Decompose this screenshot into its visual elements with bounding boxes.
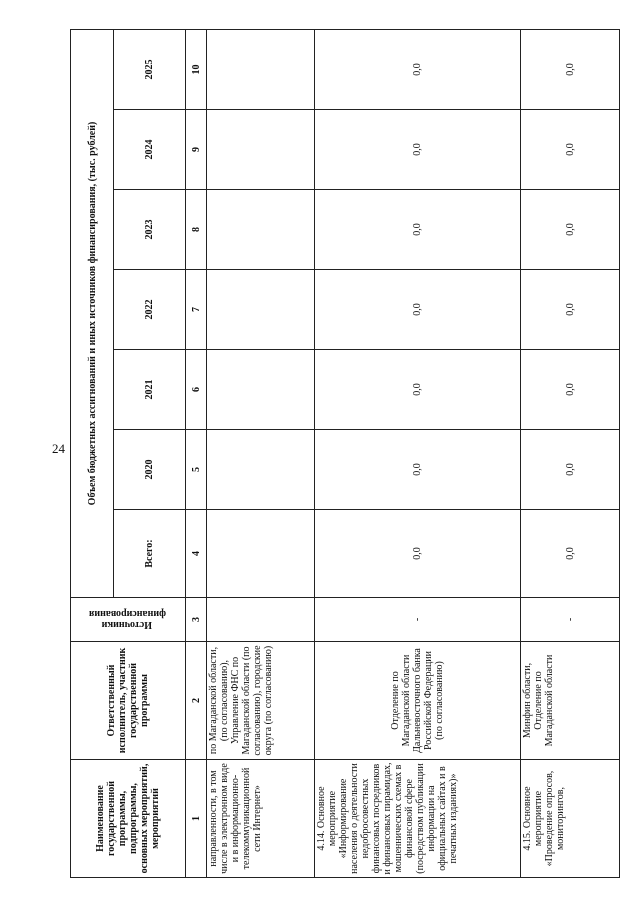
column-number: 8 <box>186 190 207 270</box>
column-number: 5 <box>186 430 207 510</box>
column-number: 6 <box>186 350 207 430</box>
header-year: 2022 <box>114 270 186 350</box>
page-number: 24 <box>52 441 65 456</box>
column-number: 4 <box>186 510 207 598</box>
row-value: 0,0 <box>521 110 620 190</box>
row-source <box>207 598 315 642</box>
row-name: направленности, в том числе в электронном виде и в информационно-телекоммуникационной сети Интернет» <box>207 760 315 878</box>
header-total: Всего: <box>114 510 186 598</box>
row-name: 4.15. Основное мероприятие «Проведение опросов, мониторингов, <box>521 760 620 878</box>
header-executor: Ответственный исполнитель, участник государственной программы <box>71 642 186 760</box>
row-value: 0,0 <box>521 190 620 270</box>
column-number: 9 <box>186 110 207 190</box>
row-executor: Отделение по Магаданской области Дальневосточного банка Российской Федерации (по согласованию) <box>315 642 521 760</box>
row-value: 0,0 <box>315 110 521 190</box>
row-executor: Минфин области, Отделение по Магаданской области <box>521 642 620 760</box>
financing-table <box>70 29 620 878</box>
row-value <box>207 350 315 430</box>
row-value: 0,0 <box>315 29 521 109</box>
row-source: - <box>521 598 620 642</box>
column-number-row <box>186 29 207 877</box>
row-value: 0,0 <box>521 350 620 430</box>
table-row <box>521 29 620 877</box>
row-name: 4.14. Основное мероприятие «Информирование населения о деятельности недобросовестных финансовых посредников и финансовых пирамидах, мошеннических схемах в финансовой сфере (посредством публикации информации на официальных сайтах и в печатных изданиях)» <box>315 760 521 878</box>
row-value: 0,0 <box>521 29 620 109</box>
row-executor: по Магаданской области, (по согласованию), Управление ФНС по Магаданской области (по согласованию), городские округа (по согласованию) <box>207 642 315 760</box>
table-row <box>315 29 521 877</box>
header-name: Наименование государственной программы, подпрограммы, основных мероприятий, мероприятий <box>71 760 186 878</box>
row-value: 0,0 <box>315 350 521 430</box>
header-source-cell <box>71 598 186 642</box>
row-value: 0,0 <box>521 430 620 510</box>
row-value <box>207 270 315 350</box>
header-year: 2025 <box>114 29 186 109</box>
column-number: 10 <box>186 29 207 109</box>
column-number: 2 <box>186 642 207 760</box>
column-number: 1 <box>186 760 207 878</box>
row-value <box>207 110 315 190</box>
row-value <box>207 430 315 510</box>
row-value: 0,0 <box>521 270 620 350</box>
row-total: 0,0 <box>521 510 620 598</box>
row-total: 0,0 <box>315 510 521 598</box>
header-year: 2023 <box>114 190 186 270</box>
row-value: 0,0 <box>315 190 521 270</box>
header-year: 2024 <box>114 110 186 190</box>
header-group: Объем бюджетных ассигнований и иных источников финансирования, (тыс. рублей) <box>71 29 114 597</box>
column-number: 3 <box>186 598 207 642</box>
header-year: 2021 <box>114 350 186 430</box>
row-value <box>207 29 315 109</box>
header-year: 2020 <box>114 430 186 510</box>
row-value: 0,0 <box>315 270 521 350</box>
row-value <box>207 190 315 270</box>
row-total <box>207 510 315 598</box>
row-value: 0,0 <box>315 430 521 510</box>
table-row <box>207 29 315 877</box>
row-source: - <box>315 598 521 642</box>
header-source: Источники финансирования <box>87 608 166 631</box>
column-number: 7 <box>186 270 207 350</box>
